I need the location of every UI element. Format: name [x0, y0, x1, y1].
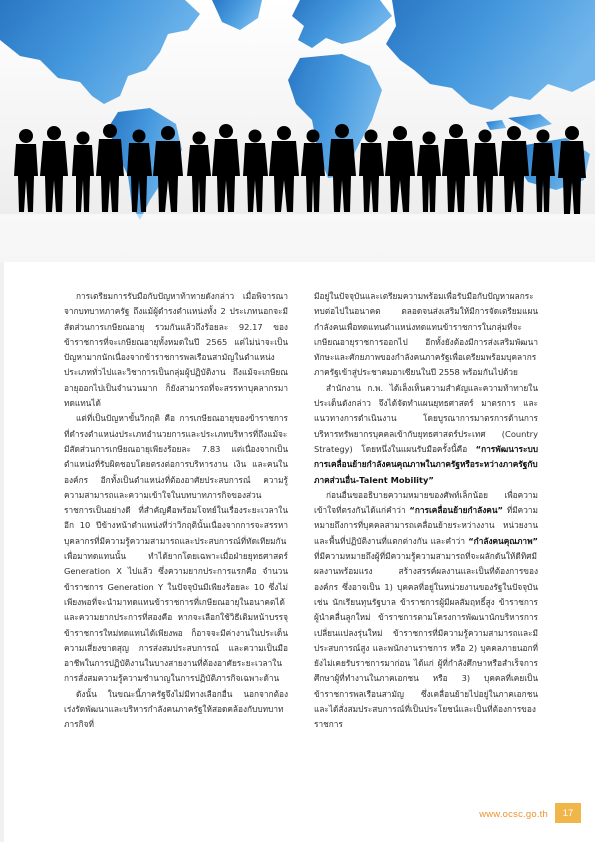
footer-url[interactable]: www.ocsc.go.th: [479, 809, 548, 820]
paragraph: ดังนั้น ในขณะนี้ภาครัฐจึงไม่มีทางเลือกอื่น นอกจากต้องเร่งรัดพัฒนาและบริหารกำลังคนภาครัฐให้สอดคล้องกับบทบาทภารกิจที่: [64, 688, 288, 730]
article-body: [64, 289, 552, 759]
paragraph: แต่ที่เป็นปัญหาขั้นวิกฤติ คือ การเกษียณอายุของข้าราชการที่ดำรงตำแหน่งประเภทอำนวยการและประเภทบริหารที่ถึงแม้จะมีสัดส่วนการเกษียณอายุเพียงร้อยละ 7.83 แต่เนื่องจากเป็นตำแหน่งที่รับผิดชอบโดยตรงต่อการบริหารงาน เงิน และคนในองค์กร อีกทั้งเป็นตำแหน่งที่ต้องอาศัยประสบการณ์ ความรู้ความสามารถและความเข้าใจในบทบาทภารกิจของส่วนราชการเป็นอย่างดี ที่สำคัญคือพร้อมโจทย์ในเรื่องระยะเวลาในอีก 10 ปีข้างหน้าตำแหน่งที่ว่าวิกฤตินั้นเนื่องจากการจะสรรหาบุคลากรที่มีความรู้ความสามารถและประสบการณ์ที่ทัดเทียมกัน เพื่อมาทดแทนนั้น ทำได้ยากโดยเฉพาะเมื่อฝ่ายยุทธศาสตร์ Generation X ไปแล้ว ซึ่งความยากประการแรกคือ จำนวนข้าราชการ Generation Y ในปัจจุบันมีเพียงร้อยละ 10 ซึ่งไม่เพียงพอที่จะนำมาทดแทนข้าราชการที่เกษียณอายุในอนาคตได้ และความยากประการที่สองคือ หากจะเลือกใช้วิธีเติมหน้าบรรจุข้าราชการใหม่ทดแทนได้เพียงพอ ก็อาจจะมีค่างานในประเด็นความเสี่ยงขาดสุญ การส่งสมประสบการณ์ และความเป็นมืออาชีพในการปฏิบัติงานในบางสายงานที่ต้องอาศัยระยะเวลาในการสั่งสมความรู้ความชำนาญในการปฏิบัติภารกิจเฉพาะด้าน: [64, 413, 288, 684]
world-map-people-image: [0, 0, 595, 262]
paragraph: การเตรียมการรับมือกับปัญหาท้าทายดังกล่าว เมื่อพิจารณาจากบทบาทภาครัฐ ถึงแม้ผู้ดำรงตำแหน่งทั้ง 2 ประเภทนอกจะมีสัดส่วนการเกษียณอายุ รวมกันแล้วถึงร้อยละ 92.17 ของข้าราชการที่จะเกษียณอายุทั้งหมดในปี 2565 แต่ไม่น่าจะเป็นปัญหามากนักเนื่องจากข้าราชการพลเรือนสามัญในตำแหน่งประเภททั่วไปและวิชาการเป็นกลุ่มผู้ปฏิบัติงาน ถึงแม้จะเกษียณอายุออกไปเป็นจำนวนมาก ก็ยังสามารถที่จะสรรหาบุคลากรมาทดแทนได้: [64, 291, 288, 409]
paragraph-text: ที่มีความหมายถึงผู้ที่มีความรู้ความสามารถที่จะผลักดันให้ดีทิศมีผลงานพร้อมแรง สร้างสรรค์ผลงานและเป็นที่ต้องการขององค์กร ซึ่งอาจเป็น 1) บุคคลที่อยู่ในหน่วยงานของรัฐในปัจจุบัน เช่น นักเรียนทุนรัฐบาล ข้าราชการผู้มีผลสัมฤทธิ์สูง ข้าราชการผู้นำคลื่นลูกใหม่ ข้าราชการตามโครงการพัฒนานักบริหารการเปลี่ยนแปลงรุ่นใหม่ ข้าราชการที่มีความรู้ความสามารถและมีประสบการณ์สูง และพนักงานราชการ หรือ 2) บุคคลภายนอกที่ยังไม่เคยรับราชการมาก่อน ได้แก่ ผู้ที่กำลังศึกษาหรือสำเร็จการศึกษาผู้ที่ทำงานในภาคเอกชน หรือ 3) บุคคลที่เคยเป็นข้าราชการพลเรือนสามัญ ซึ่งเคลื่อนย้ายไปอยู่ในภาคเอกชน และได้สั่งสมประสบการณ์ที่เป็นประโยชน์และเป็นที่ต้องการของราชการ: [314, 551, 538, 730]
paragraph: [314, 381, 538, 488]
paragraph-text: สำนักงาน ก.พ. ได้เล็งเห็นความสำคัญและความท้าทายในประเด็นดังกล่าว จึงได้จัดทำแผนยุทธศาสตร์ มาตรการ และแนวทางการดำเนินงาน โดยบูรณาการมาตรการด้านการบริหารทรัพยากรบุคคลเข้ากับยุทธศาสตร์ประเทศ (Country Strategy) โดยหนึ่งในแผนรับมือครั้งนี้คือ: [314, 382, 538, 454]
term-talent: “กำลังคนคุณภาพ”: [468, 535, 539, 546]
paragraph: [314, 488, 538, 733]
left-column: [64, 289, 288, 733]
page-number: 17: [555, 803, 581, 823]
paragraph-text: ก่อนอื่นขออธิบายความหมายของศัพท์เล็กน้อย เพื่อความเข้าใจที่ตรงกันได้แก่คำว่า: [314, 489, 538, 516]
right-column: [314, 289, 538, 733]
paragraph-text: ที่มีความหมายถึงการที่บุคคลสามารถเคลื่อนย้ายระหว่างงาน หน่วยงาน และพื้นที่ปฏิบัติงานที่แตกต่างกัน และคำว่า: [314, 505, 539, 546]
paragraph: มีอยู่ในปัจจุบันและเตรียมความพร้อมเพื่อรับมือกับปัญหาผลกระทบต่อไปในอนาคต ตลอดจนส่งเสริมให้มีการจัดเตรียมแผนกำลังคนเพื่อทดแทนตำแหน่งทดแทนข้าราชการในกลุ่มที่จะเกษียณอายุราชการออกไป อีกทั้งยังต้องมีการส่งเสริมพัฒนาทักษะและศักยภาพของกำลังคนภาครัฐเพื่อเตรียมพร้อมบุคลากรภาครัฐเข้าสู่ประชาคมอาเซียนในปี 2558 พร้อมกันไปด้วย: [314, 291, 538, 378]
term-mobility: “การเคลื่อนย้ายกำลังคน”: [409, 505, 503, 516]
hero-illustration: [0, 0, 595, 262]
highlight-plan-name: “การพัฒนาระบบการเคลื่อนย้ายกำลังคนคุณภาพในภาครัฐหรือระหว่างภาครัฐกับภาคส่วนอื่น-Talent Mobility”: [314, 443, 538, 485]
